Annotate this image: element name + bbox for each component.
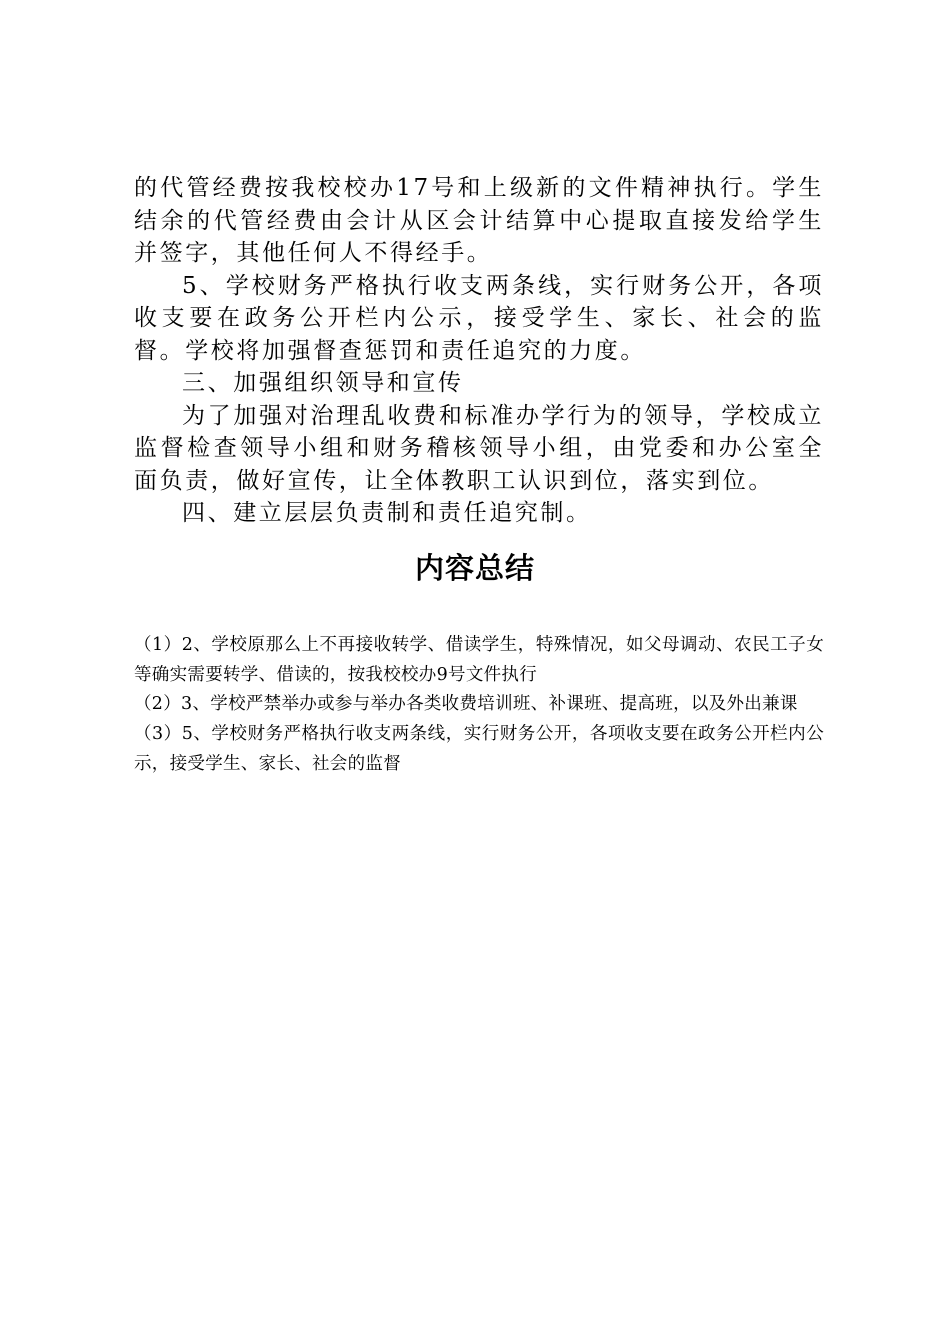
summary-title: 内容总结 bbox=[414, 551, 535, 585]
summary-list bbox=[134, 631, 824, 780]
summary-item-3: （3）5、学校财务严格执行收支两条线，实行财务公开，各项收支要在政务公开栏内公示，接受学生、家长、社会的监督 bbox=[134, 724, 824, 774]
summary-item-2: （2）3、学校严禁举办或参与举办各类收费培训班、补课班、提高班，以及外出兼课 bbox=[134, 694, 798, 715]
paragraph-continuation: 的代管经费按我校校办17号和上级新的文件精神执行。学生结余的代管经费由会计从区会计结算中心提取直接发给学生并签字，其他任何人不得经手。 bbox=[134, 175, 824, 266]
body-text bbox=[134, 172, 824, 530]
paragraph-item-5: 5、学校财务严格执行收支两条线，实行财务公开，各项收支要在政务公开栏内公示，接受学生、家长、社会的监督。学校将加强督查惩罚和责任追究的力度。 bbox=[134, 272, 824, 364]
paragraph-section-3: 为了加强对治理乱收费和标准办学行为的领导，学校成立监督检查领导小组和财务稽核领导小组，由党委和办公室全面负责，做好宣传，让全体教职工认识到位，落实到位。 bbox=[134, 402, 824, 494]
summary-item-1: （1）2、学校原那么上不再接收转学、借读学生，特殊情况，如父母调动、农民工子女等确实需要转学、借读的，按我校校办9号文件执行 bbox=[134, 635, 824, 685]
section-heading-3: 三、加强组织领导和宣传 bbox=[182, 370, 464, 396]
section-heading-4: 四、建立层层负责制和责任追究制。 bbox=[182, 500, 592, 526]
